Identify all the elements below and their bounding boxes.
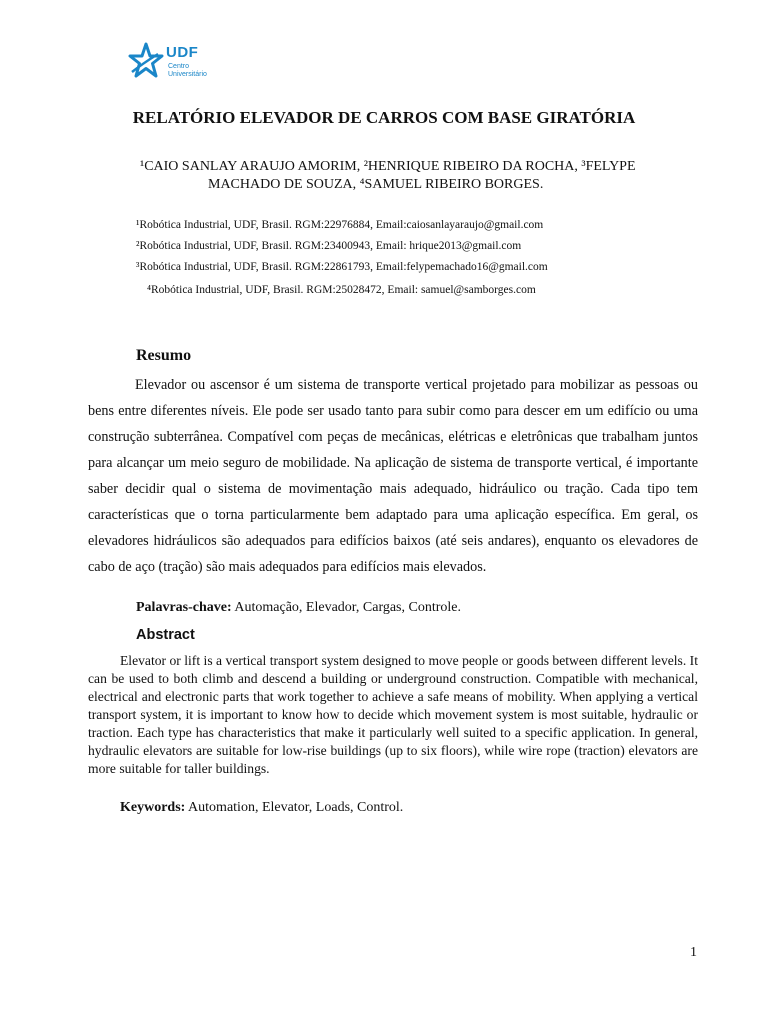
authors-line-2: MACHADO DE SOUZA, ⁴SAMUEL RIBEIRO BORGES. — [208, 177, 544, 192]
logo-subtitle-line-1: Centro — [168, 63, 190, 70]
page-number: 1 — [690, 945, 697, 960]
authors-line-1: ¹CAIO SANLAY ARAUJO AMORIM, ²HENRIQUE RIBEIRO DA ROCHA, ³FELYPE — [140, 159, 636, 174]
affiliation-2: ²Robótica Industrial, UDF, Brasil. RGM:23400943, Email: hrique2013@gmail.com — [136, 240, 522, 252]
keywords-label: Keywords: — [120, 800, 186, 815]
resumo-paragraph: Elevador ou ascensor é um sistema de transporte vertical projetado para mobilizar as pessoas ou bens entre diferentes níveis. Ele pode ser usado tanto para subir como para descer em um edifício ou uma construção subterrânea. Compatível com peças de mecânicas, elétricas e eletrônicas que trabalham juntos para alcançar um meio seguro de mobilidade. Na aplicação de sistema de transporte vertical, é importante saber decidir qual o sistema de movimentação mais adequado, hidráulico ou tração. Cada tipo tem características que o torna particularmente bem adaptado para uma aplicação específica. Em geral, os elevadores hidráulicos são adequados para edifícios baixos (até seis andares), enquanto os elevadores de cabo de aço (tração) são mais adequados para edifícios mais elevados. — [88, 377, 698, 575]
udf-logo — [128, 42, 238, 82]
palavras-chave-line — [136, 600, 461, 616]
palavras-chave-label: Palavras-chave: — [136, 600, 232, 615]
affiliation-4: ⁴Robótica Industrial, UDF, Brasil. RGM:25028472, Email: samuel@samborges.com — [147, 284, 536, 296]
logo-brand-text: UDF — [166, 44, 199, 61]
keywords-values: Automation, Elevator, Loads, Control. — [185, 800, 404, 815]
abstract-heading: Abstract — [136, 627, 195, 643]
affiliation-3: ³Robótica Industrial, UDF, Brasil. RGM:22861793, Email:felypemachado16@gmail.com — [136, 261, 548, 273]
star-icon — [128, 42, 164, 82]
abstract-paragraph: Elevator or lift is a vertical transport system designed to move people or goods between different levels. It can be used to both climb and descend a building or underground construction. Compatible with mechanical, electrical and electronic parts that work together to achieve a safe means of mobility. When applying a vertical transport system, it is important to know how to decide which movement system is most suitable, hydraulic or traction. Each type has characteristics that make it particularly well suited to a specific application. In general, hydraulic elevators are suitable for low-rise buildings (up to six floors), while wire rope (traction) elevators are more suitable for taller buildings. — [88, 653, 698, 776]
document-title: RELATÓRIO ELEVADOR DE CARROS COM BASE GIRATÓRIA — [132, 108, 636, 127]
resumo-heading: Resumo — [136, 347, 192, 364]
affiliation-1: ¹Robótica Industrial, UDF, Brasil. RGM:22976884, Email:caiosanlayaraujo@gmail.com — [136, 219, 544, 231]
logo-subtitle-line-2: Universitário — [168, 71, 207, 78]
keywords-line — [120, 800, 403, 816]
palavras-chave-values: Automação, Elevador, Cargas, Controle. — [231, 600, 462, 615]
